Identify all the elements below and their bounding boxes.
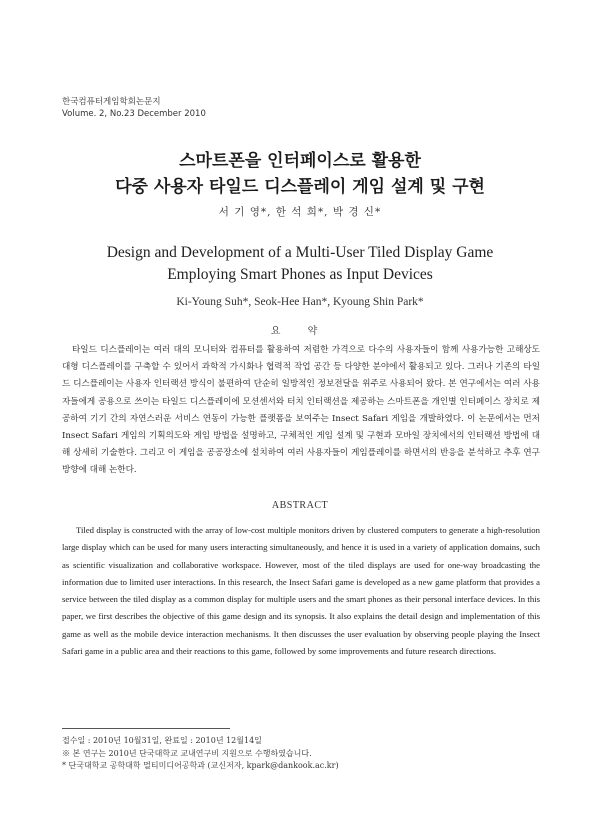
title-english-line1: Design and Development of a Multi-User Tiled Display Game (106, 244, 494, 261)
journal-name: 한국컴퓨터게임학회논문지 (62, 97, 161, 107)
abstract-korean-text: 타일드 디스플레이는 여러 대의 모니터와 컴퓨터를 활용하여 저렴한 가격으로 다수의 사용자들이 함께 사용가능한 고해상도 대형 디스플레이를 구축할 수 있어서 과학적 가시화나 협력적 작업 공간 등 다양한 분야에서 활용되고 있다. 그러나 기존의 타일드 디스플레이는 사용자 인터랙션 방식이 불편하여 단순히 일방적인 정보전달을 위주로 사용되어 왔다. 본 연구에서는 여러 사용자들에게 공용으로 쓰이는 타일드 디스플레이에 모션센서와 터치 인터랙션을 제공하는 스마트폰을 개인별 인터페이스 장치로 제공하여 기기 간의 자연스러운 서비스 연동이 가능한 플랫폼을 보여주는 Insect Safari 게임을 개발하였다. 이 논문에서는 먼저 Insect Safari 게임의 기획의도와 게임 방법을 설명하고, 구체적인 게임 설계 및 구현과 모바일 장치에서의 인터랙션 방법에 대해 상세히 기술한다. 그리고 이 게임을 공공장소에 설치하여 여러 사용자들이 게임플레이를 하면서의 반응을 분석하고 추후 연구방향에 대해 논한다. (62, 345, 540, 476)
footnotes (62, 735, 339, 773)
journal-header (62, 96, 206, 120)
authors-english: Ki-Young Suh*, Seok-Hee Han*, Kyoung Shin Park* (176, 296, 424, 308)
abstract-english-text: Tiled display is constructed with the array of low-cost multiple monitors driven by clustered computers to generate a high-resolution large display which can be used for many users interacting simultaneously, and hence it is used in a variety of application domains, such as scientific visualization and collaborative workspace. However, most of the tiled displays are used for one-way broadcasting the information due to limited user interactions. In this research, the Insect Safari game is developed as a new game platform that provides a service between the tiled display as a common display for multiple users and the smart phones as their personal interface devices. In this paper, we first describes the objective of this game design and its synopsis. It also explains the detail design and implementation of this game as well as the mobile device interaction mechanisms. It then discusses the user evaluation by observing people playing the Insect Safari game in a public area and their reactions to this game, followed by some improvements and future research directions. (62, 525, 540, 657)
title-english-line2: Employing Smart Phones as Input Devices (167, 266, 433, 283)
title-korean-line2: 다중 사용자 타일드 디스플레이 게임 설계 및 구현 (115, 177, 485, 197)
footnote-dates: 접수일 : 2010년 10월31일, 완료일 : 2010년 12월14일 (62, 736, 262, 745)
journal-issue: Volume. 2, No.23 December 2010 (62, 109, 206, 119)
title-korean-line1: 스마트폰을 인터페이스로 활용한 (179, 151, 421, 171)
abstract-korean-heading: 요 약 (270, 326, 330, 337)
authors-korean: 서 기 영*, 한 석 희*, 박 경 신* (218, 206, 382, 218)
footnote-funding: ※ 본 연구는 2010년 단국대학교 교내연구비 지원으로 수행하였습니다. (62, 748, 312, 758)
footnote-divider (62, 728, 230, 729)
abstract-english-heading: ABSTRACT (271, 500, 329, 511)
footnote-affiliation: * 단국대학교 공학대학 멀티미디어공학과 (교신저자, kpark@dankook.ac.kr) (62, 761, 339, 770)
